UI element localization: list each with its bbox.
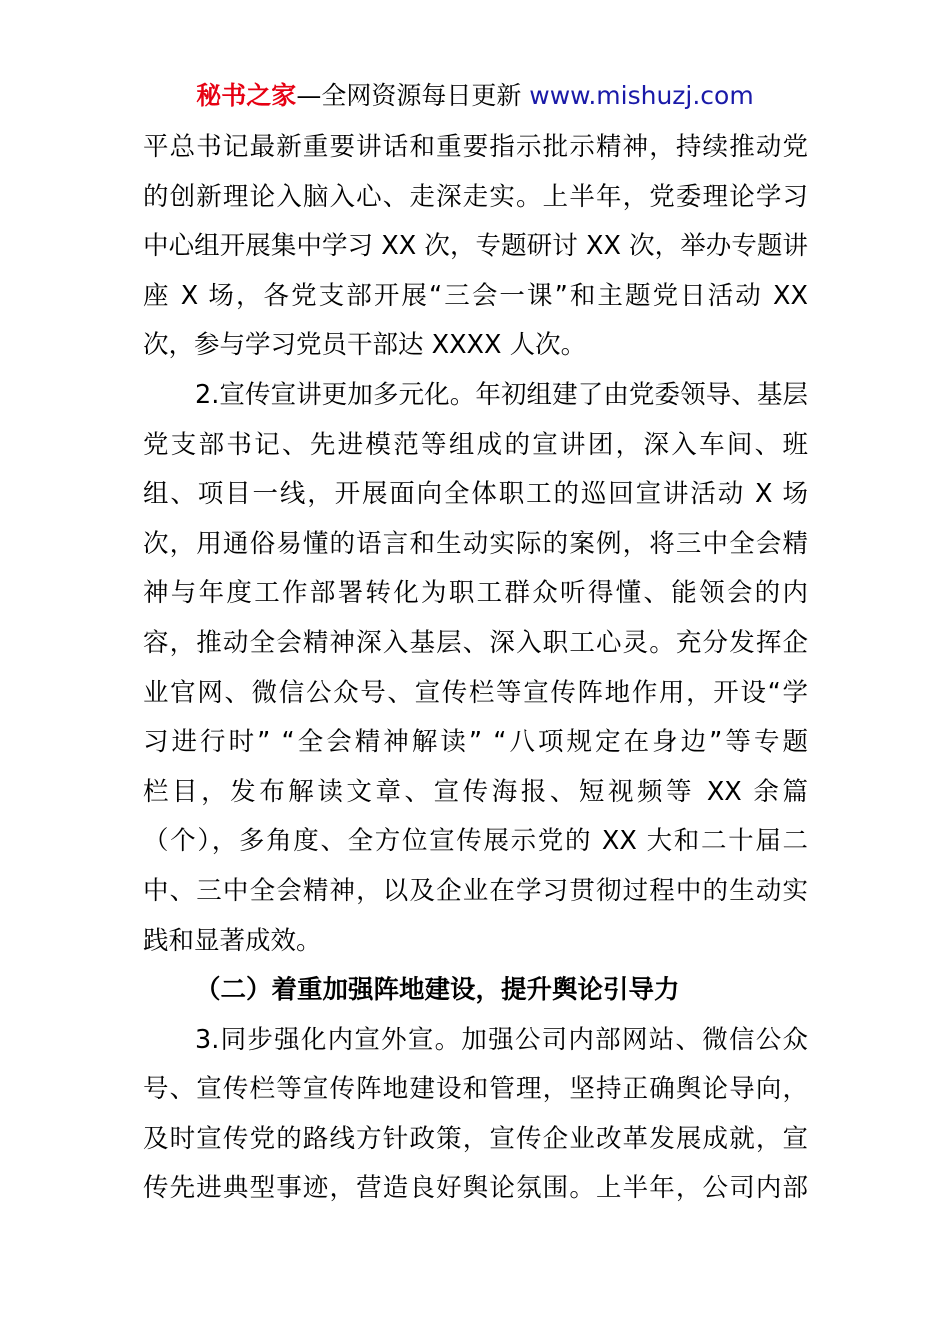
text-line: 号、宣传栏等宣传阵地建设和管理，坚持正确舆论导向， [143,1074,808,1105]
text-line: 中、三中全会精神，以及企业在学习贯彻过程中的生动实 [143,875,808,906]
site-url-link[interactable]: www.mishuzj.com [529,81,754,110]
text-line: 习进行时” “全会精神解读” “八项规定在身边”等专题 [143,727,808,758]
text-line: 及时宣传党的路线方针政策，宣传企业改革发展成就，宣 [143,1123,808,1154]
text-line: 党支部书记、先进模范等组成的宣讲团，深入车间、班 [143,429,808,460]
section-heading: （二）着重加强阵地建设，提升舆论引导力 [195,975,680,1006]
text-line: 容，推动全会精神深入基层、深入职工心灵。充分发挥企 [143,627,808,658]
text-line: 座 X 场，各党支部开展“三会一课”和主题党日活动 XX [143,280,808,311]
paragraph-start-line: 3.同步强化内宣外宣。加强公司内部网站、微信公众 [195,1024,808,1055]
text-line: 平总书记最新重要讲话和重要指示批示精神，持续推动党 [143,132,808,162]
text-line: 的创新理论入脑入心、走深走实。上半年，党委理论学习 [143,181,808,212]
text-line: 栏目，发布解读文章、宣传海报、短视频等 XX 余篇 [143,776,808,807]
text-line: 践和显著成效。 [143,925,322,956]
document-body [143,123,808,1214]
text-line: 次，用通俗易懂的语言和生动实际的案例，将三中全会精 [143,528,808,559]
paragraph-start-line: 2.宣传宣讲更加多元化。年初组建了由党委领导、基层 [195,379,808,410]
text-line: 神与年度工作部署转化为职工群众听得懂、能领会的内 [143,578,808,609]
site-header [0,78,950,114]
text-line: 业官网、微信公众号、宣传栏等宣传阵地作用，开设“学 [143,677,808,708]
text-line: 组、项目一线，开展面向全体职工的巡回宣讲活动 X 场 [143,479,808,510]
brand-name: 秘书之家 [196,81,297,110]
header-tagline: —全网资源每日更新 [296,81,522,110]
text-line: 次，参与学习党员干部达 XXXX 人次。 [143,330,587,361]
text-line: （个），多角度、全方位宣传展示党的 XX 大和二十届二 [143,826,808,857]
text-line: 中心组开展集中学习 XX 次，专题研讨 XX 次，举办专题讲 [143,231,808,262]
text-line: 传先进典型事迹，营造良好舆论氛围。上半年，公司内部 [143,1173,808,1204]
